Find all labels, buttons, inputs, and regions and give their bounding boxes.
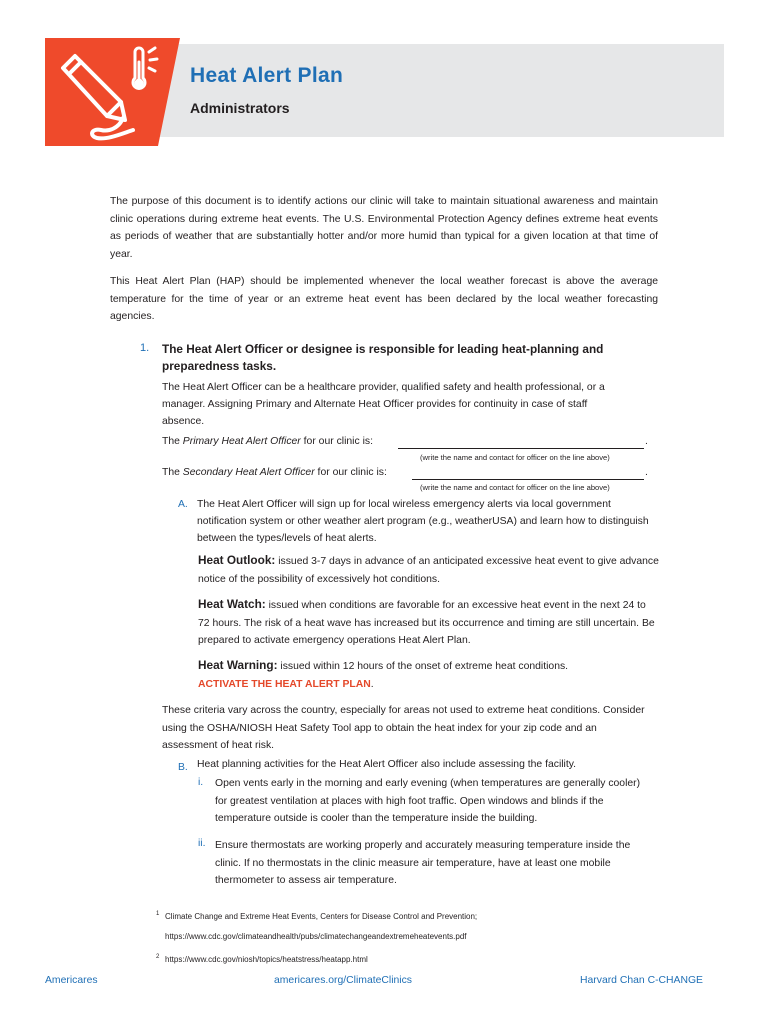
pencil-icon bbox=[45, 38, 180, 146]
item-i-text: Open vents early in the morning and early evening (when temperatures are generally cooler) for greatest ventilation at places with high foot traffic. Open windows and blinds if the temperature outside is cooler than the temperature inside the building. bbox=[215, 778, 641, 824]
subsection-a-text: The Heat Alert Officer will sign up for local wireless emergency alerts via local government notification system or other weather alert program (e.g., weatherUSA) and learn how to distinguish between the types/levels of heat alerts. bbox=[197, 499, 649, 544]
subsection-b-letter: B. bbox=[178, 762, 188, 773]
footnote-1-link: https://www.cdc.gov/climateandhealth/pubs/climatechangeandextremeheatevents.pdf bbox=[165, 932, 467, 941]
secondary-officer-hint: (write the name and contact for officer on the line above) bbox=[420, 483, 610, 492]
criteria-paragraph: These criteria vary across the country, especially for areas not used to extreme heat conditions. Consider using the OSHA/NIOSH Heat Safety Tool app to obtain the heat index for your zip code and an assessment of heat risk. bbox=[162, 705, 645, 751]
footnote-1: Climate Change and Extreme Heat Events, Centers for Disease Control and Prevention; https://www.cdc.gov/climateandhealth/pubs/climatechangeandextremeheatevents.pdf bbox=[165, 912, 478, 941]
section-body: The Heat Alert Officer can be a healthcare provider, qualified safety and health professional, or a manager. Assigning Primary and Alternate Heat Officer provides for continuity in case of staff absence. bbox=[162, 382, 605, 427]
header-band bbox=[160, 44, 724, 137]
primary-officer-field[interactable] bbox=[398, 448, 644, 449]
heat-watch: Heat Watch: issued when conditions are favorable for an excessive heat event in the next 24 to 72 hours. The risk of a heat wave has increased but its occurrence and timing are still uncertain. Be prepared to activate emergency operations Heat Alert Plan. bbox=[198, 597, 655, 646]
footnote-2-link: https://www.cdc.gov/niosh/topics/heatstress/heatapp.html bbox=[165, 955, 368, 964]
section-number: 1. bbox=[140, 342, 150, 354]
line-end: . bbox=[645, 436, 648, 447]
heat-outlook: Heat Outlook: issued 3-7 days in advance of an anticipated excessive heat event to give advance notice of the possibility of excessively hot conditions. bbox=[198, 553, 659, 585]
intro-paragraph-1: The purpose of this document is to identify actions our clinic will take to maintain situational awareness and maintain clinic operations during extreme heat events. The U.S. Environmental Protection Agency defines extreme heat events as periods of weather that are substantially hotter and/or more humid than typical for a given location at that time of year. bbox=[110, 196, 658, 260]
secondary-officer-field[interactable] bbox=[412, 479, 644, 480]
footer-link[interactable]: americares.org/ClimateClinics bbox=[274, 975, 413, 986]
primary-officer-label: The Primary Heat Alert Officer for our clinic is: bbox=[162, 436, 373, 447]
line-end: . bbox=[645, 467, 648, 478]
intro-paragraph-2: This Heat Alert Plan (HAP) should be implemented whenever the local weather forecast is above the average temperature for the time of year or an extreme heat event has been declared by the local weather forecasting agencies. bbox=[110, 276, 658, 322]
page-subtitle: Administrators bbox=[190, 100, 290, 116]
subsection-b-text: Heat planning activities for the Heat Alert Officer also include assessing the facility. bbox=[197, 759, 577, 770]
footnote-2-number: 2 bbox=[156, 954, 160, 960]
item-i-label: i. bbox=[198, 777, 204, 788]
secondary-officer-label: The Secondary Heat Alert Officer for our clinic is: bbox=[162, 467, 387, 478]
footnote-2 bbox=[165, 950, 685, 970]
footnote-1-number: 1 bbox=[156, 911, 160, 917]
activate-callout: ACTIVATE THE HEAT ALERT PLAN bbox=[198, 678, 371, 690]
footer-partner: Harvard Chan C-CHANGE bbox=[580, 975, 703, 986]
footer-brand: Americares bbox=[45, 975, 98, 986]
heat-warning: Heat Warning: issued within 12 hours of the onset of extreme heat conditions. ACTIVATE THE HEAT ALERT PLAN. bbox=[198, 658, 569, 690]
item-ii-label: ii. bbox=[198, 838, 206, 849]
item-ii-text: Ensure thermostats are working properly and accurately measuring temperature inside the clinic. If no thermostats in the clinic measure air temperature, have at least one mobile thermometer to assess air temperature. bbox=[215, 840, 631, 886]
subsection-a-letter: A. bbox=[178, 499, 188, 510]
section-heading: The Heat Alert Officer or designee is responsible for leading heat-planning and preparedness tasks. bbox=[162, 342, 604, 373]
primary-officer-hint: (write the name and contact for officer on the line above) bbox=[420, 453, 610, 462]
page-title: Heat Alert Plan bbox=[190, 64, 344, 87]
